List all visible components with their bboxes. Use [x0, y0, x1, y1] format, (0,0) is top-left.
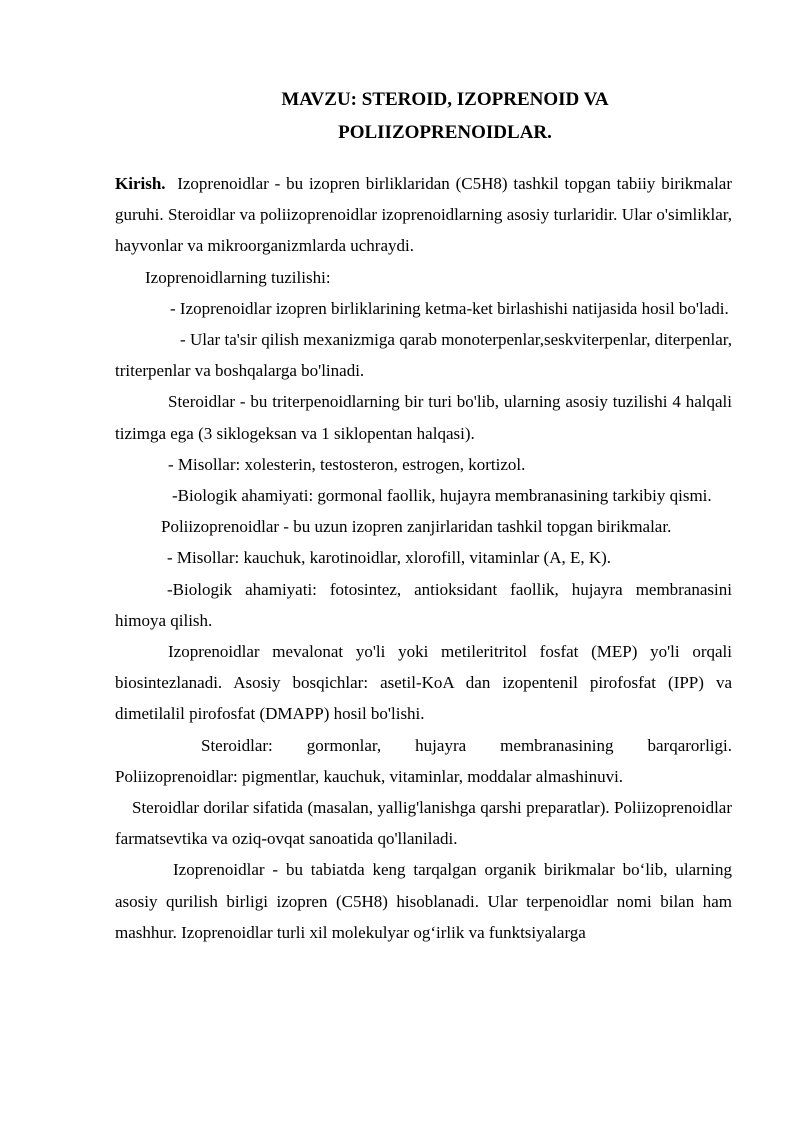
title-line-2: POLIIZOPRENOIDLAR.: [338, 122, 552, 143]
paragraph-functions: Steroidlar: gormonlar, hujayra membranasining barqarorligi. Poliizoprenoidlar: pigmentlar, kauchuk, vitaminlar, moddalar almashinuvi.: [115, 735, 732, 786]
title-line-1: MAVZU: STEROID, IZOPRENOID VA: [281, 89, 609, 110]
document-body: [115, 168, 732, 948]
paragraph-polyisoprenoids-significance: -Biologik ahamiyati: fotosintez, antioksidant faollik, hujayra membranasini himoya qilish.: [115, 579, 732, 630]
paragraph-structure-point-1: - Izoprenoidlar izopren birliklarining ketma-ket birlashishi natijasida hosil bo'ladi.: [170, 298, 729, 318]
intro-text: Izoprenoidlar - bu izopren birliklaridan (C5H8) tashkil topgan tabiiy birikmalar guruhi. Steroidlar va poliizoprenoidlar izoprenoidlarning asosiy turlaridir. Ular o'simliklar, hayvonlar va mikroorganizmlarda uchraydi.: [115, 174, 732, 256]
paragraph-isoprenoids-overview: Izoprenoidlar - bu tabiatda keng tarqalgan organik birikmalar bo‘lib, ularning asosiy qurilish birligi izopren (C5H8) hisoblanadi. Ular terpenoidlar nomi bilan ham mashhur. Izoprenoidlar turli xil molekulyar og‘irlik va funktsiyalarga: [115, 860, 732, 942]
paragraph-applications: Steroidlar dorilar sifatida (masalan, yallig'lanishga qarshi preparatlar). Poliizoprenoidlar farmatsevtika va oziq-ovqat sanoatida qo'llaniladi.: [115, 798, 732, 849]
paragraph-steroids-examples: - Misollar: xolesterin, testosteron, estrogen, kortizol.: [168, 454, 526, 474]
paragraph-polyisoprenoids-definition: Poliizoprenoidlar - bu uzun izopren zanjirlaridan tashkil topgan birikmalar.: [161, 517, 672, 537]
paragraph-steroids-significance: -Biologik ahamiyati: gormonal faollik, hujayra membranasining tarkibiy qismi.: [172, 486, 712, 506]
intro-paragraph: [115, 168, 732, 262]
intro-label: Kirish.: [115, 174, 166, 193]
paragraph-structure-heading: Izoprenoidlarning tuzilishi:: [145, 267, 331, 287]
paragraph-structure-point-2: - Ular ta'sir qilish mexanizmiga qarab monoterpenlar,seskviterpenlar, diterpenlar, triterpenlar va boshqalarga bo'linadi.: [115, 330, 732, 381]
paragraph-biosynthesis: Izoprenoidlar mevalonat yo'li yoki metileritritol fosfat (MEP) yo'li orqali biosintezlanadi. Asosiy bosqichlar: asetil-KoA dan izopentenil pirofosfat (IPP) va dimetilalil pirofosfat (DMAPP) hosil bo'lishi.: [115, 642, 732, 724]
paragraph-steroids-definition: Steroidlar - bu triterpenoidlarning bir turi bo'lib, ularning asosiy tuzilishi 4 halqali tizimga ega (3 siklogeksan va 1 siklopentan halqasi).: [115, 392, 732, 443]
paragraph-polyisoprenoids-examples: - Misollar: kauchuk, karotinoidlar, xlorofill, vitaminlar (A, E, K).: [167, 548, 612, 568]
